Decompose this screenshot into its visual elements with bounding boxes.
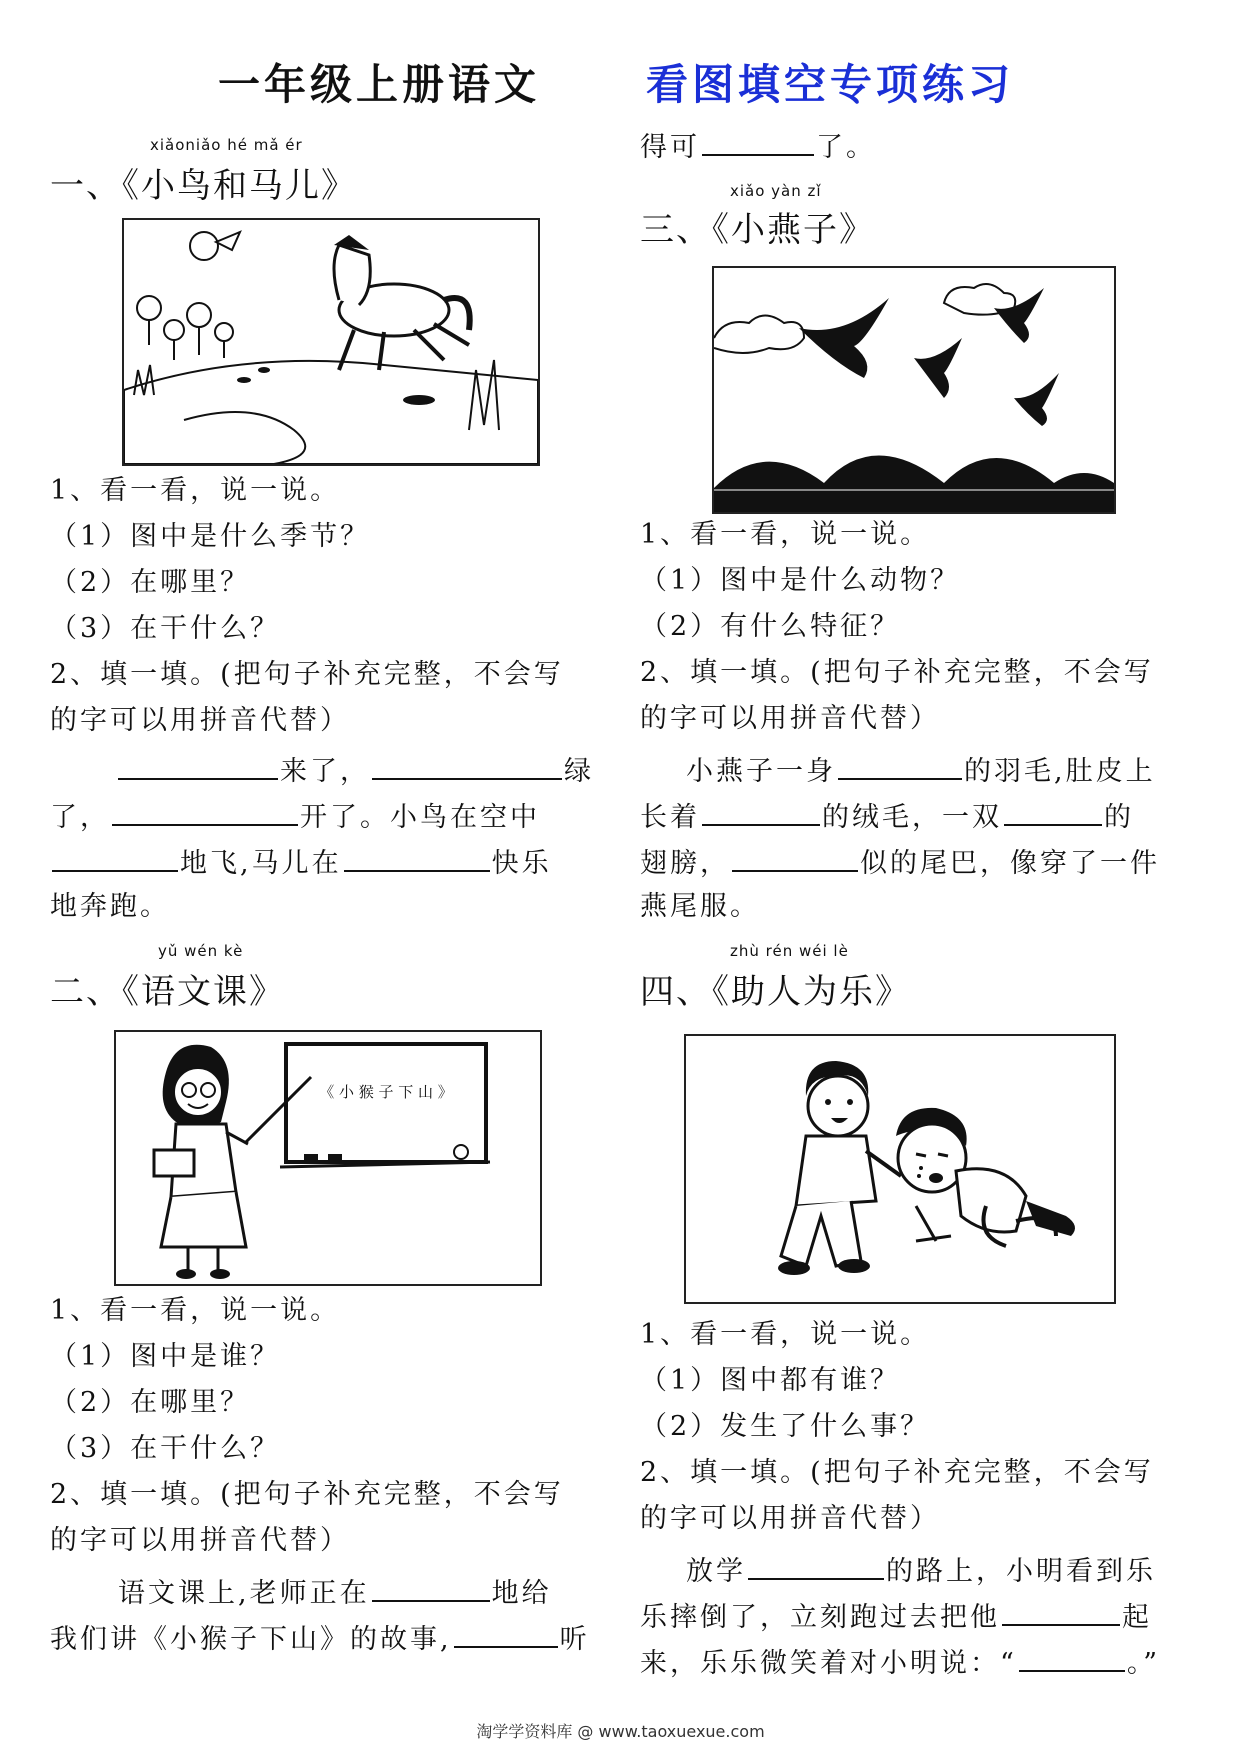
s1-fill-text: 快乐 [491,848,552,879]
footer-watermark: 淘学学资料库 @ www.taoxuexue.com [476,1722,765,1741]
s1-fill-text: 开了。小鸟在空中 [300,802,540,833]
s1-picture-bird-horse [122,218,540,466]
s2-heading: 二、《语文课》 [50,972,285,1012]
s4-heading: 四、《助人为乐》 [640,972,911,1012]
s3-fill-line-3 [640,844,1160,881]
s3-q1b: （2）有什么特征？ [640,611,901,642]
s2-blank-3[interactable] [702,128,814,156]
s4-fill-text: 。” [1126,1648,1161,1679]
s3-fill-line-2 [640,798,1134,835]
s1-blank-4[interactable] [52,844,178,872]
s3-heading: 三、《小燕子》 [640,210,875,250]
s2-fill-line-3 [640,128,876,165]
s1-fill-text: 绿 [564,756,594,787]
s4-blank-1[interactable] [748,1552,884,1580]
s4-q2b: 的字可以用拼音代替） [640,1503,940,1534]
s1-heading: 一、《小鸟和马儿》 [50,166,357,206]
s3-fill-text: 的绒毛，一双 [822,802,1002,833]
s2-q2: 2、填一填。(把句子补充完整，不会写 [50,1479,564,1510]
s1-q2b: 的字可以用拼音代替） [50,705,350,736]
s3-fill-text: 的 [1104,802,1134,833]
s1-fill-line-3 [50,844,552,881]
s1-pinyin: xiǎoniǎo hé mǎ ér [150,136,303,154]
s2-fill-text: 听 [559,1624,590,1655]
s4-fill-text: 来，乐乐微笑着对小明说：“ [640,1648,1017,1679]
page-title-topic: 看图填空专项练习 [646,60,1015,109]
swallows-illustration [714,268,1114,512]
s1-fill-line-1 [50,752,594,789]
s2-fill-text: 地给 [491,1578,552,1609]
s1-fill-text: 地飞,马儿在 [180,848,342,879]
s2-picture-teacher [114,1030,542,1286]
s1-blank-1[interactable] [118,752,278,780]
s2-blank-2[interactable] [454,1620,558,1648]
s2-q1b: （2）在哪里？ [50,1387,251,1418]
s4-pinyin: zhù rén wéi lè [730,942,849,960]
s4-q2: 2、填一填。(把句子补充完整，不会写 [640,1457,1154,1488]
s1-blank-3[interactable] [112,798,298,826]
s2-q1c: （3）在干什么？ [50,1433,281,1464]
s4-fill-text: 乐摔倒了，立刻跑过去把他 [640,1602,1000,1633]
s2-pinyin: yǔ wén kè [158,942,244,960]
s1-q1: 1、看一看，说一说。 [50,475,341,506]
s3-fill-text: 似的尾巴，像穿了一件 [860,848,1160,879]
s3-fill-text: 的羽毛,肚皮上 [964,756,1156,787]
s2-q1a: （1）图中是谁？ [50,1341,281,1372]
helping-illustration [686,1036,1114,1302]
s3-q1: 1、看一看，说一说。 [640,519,931,550]
s4-fill-line-3 [640,1644,1160,1681]
s4-q1b: （2）发生了什么事？ [640,1411,931,1442]
s4-fill-text: 起 [1122,1602,1152,1633]
s4-fill-line-2 [640,1598,1152,1635]
s2-fill-text: 了。 [816,132,876,163]
s3-blank-3[interactable] [1004,798,1102,826]
s1-fill-line-4: 地奔跑。 [50,891,170,922]
s3-fill-text: 长着 [640,802,700,833]
s3-fill-line-1 [640,752,1156,789]
s3-fill-line-4: 燕尾服。 [640,891,760,922]
s1-q2: 2、填一填。(把句子补充完整，不会写 [50,659,564,690]
s4-blank-3[interactable] [1019,1644,1125,1672]
teacher-illustration [116,1032,540,1284]
s2-fill-text: 得可 [640,132,700,163]
s3-blank-1[interactable] [838,752,962,780]
s1-blank-5[interactable] [344,844,490,872]
s4-picture-helping [684,1034,1116,1304]
s2-fill-text: 语文课上,老师正在 [118,1578,370,1609]
s2-fill-line-1 [50,1574,552,1611]
s4-q1a: （1）图中都有谁？ [640,1365,901,1396]
s3-blank-4[interactable] [732,844,858,872]
s1-q1a: （1）图中是什么季节？ [50,521,371,552]
s3-picture-swallows [712,266,1116,514]
s1-blank-2[interactable] [372,752,562,780]
bird-horse-illustration [124,220,538,464]
s3-pinyin: xiǎo yàn zǐ [730,182,822,200]
s3-blank-2[interactable] [702,798,820,826]
page-title-grade: 一年级上册语文 [218,60,541,109]
s2-fill-text: 我们讲《小猴子下山》的故事, [50,1624,452,1655]
s3-fill-text: 小燕子一身 [686,756,836,787]
s3-q2b: 的字可以用拼音代替） [640,703,940,734]
s4-blank-2[interactable] [1002,1598,1120,1626]
s1-q1c: （3）在干什么？ [50,613,281,644]
s2-fill-line-2 [50,1620,590,1657]
s2-q2b: 的字可以用拼音代替） [50,1525,350,1556]
s1-fill-text: 了， [50,802,110,833]
s3-q2: 2、填一填。(把句子补充完整，不会写 [640,657,1154,688]
s4-q1: 1、看一看，说一说。 [640,1319,931,1350]
s1-fill-line-2 [50,798,540,835]
s4-fill-line-1 [640,1552,1156,1589]
s4-fill-text: 放学 [686,1556,746,1587]
s2-blank-1[interactable] [372,1574,490,1602]
s4-fill-text: 的路上，小明看到乐 [886,1556,1156,1587]
s3-q1a: （1）图中是什么动物？ [640,565,961,596]
s1-q1b: （2）在哪里？ [50,567,251,598]
s1-fill-text: 来了， [280,756,370,787]
blackboard-text: 《 小 猴 子 下 山 》 [319,1083,453,1101]
s2-q1: 1、看一看，说一说。 [50,1295,341,1326]
s3-fill-text: 翅膀， [640,848,730,879]
